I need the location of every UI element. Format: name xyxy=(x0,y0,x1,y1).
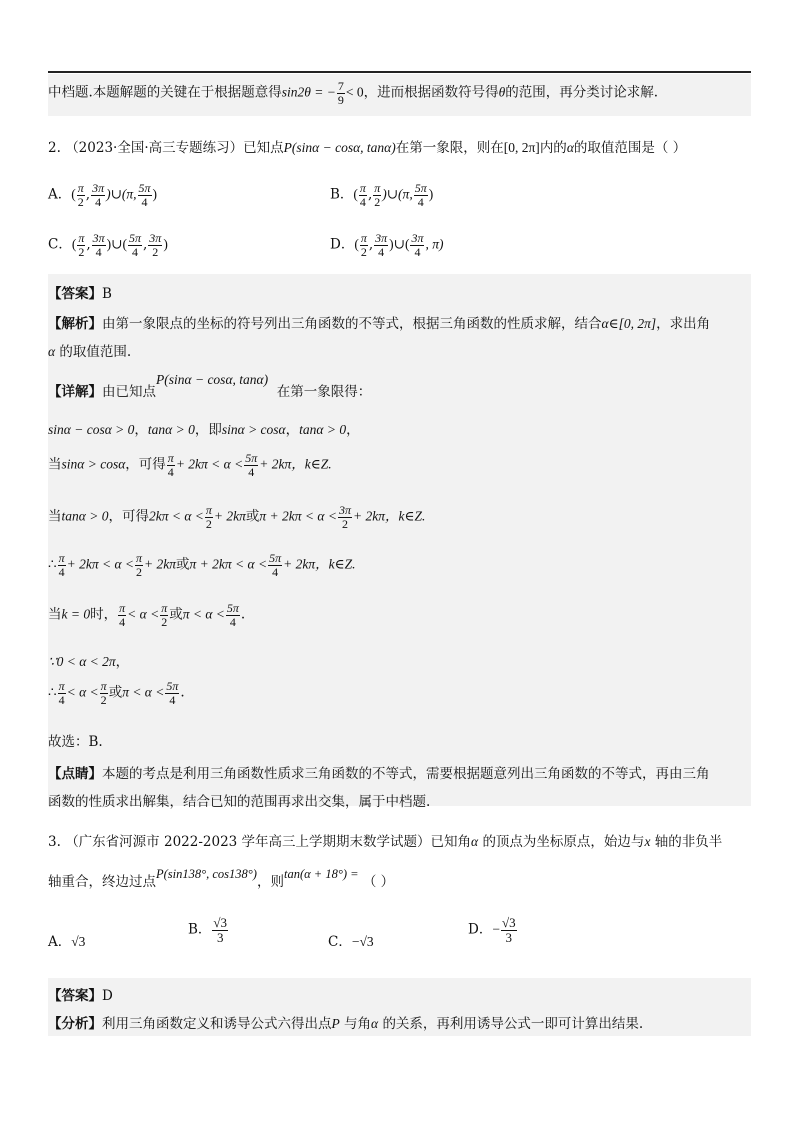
q3-option-c[interactable]: C．−√3 xyxy=(328,934,374,950)
q2-option-c[interactable]: C．( $\frac{\pi}{2}$ , $\frac{3\pi}{4}$ )∪( $\frac{5\pi}{4}$ , $\frac{3\pi}{2}$ ) xyxy=(48,231,168,259)
q2-choose: 故选：B. xyxy=(48,734,103,750)
q2-step-2: 当sinα > cosα，可得 $\frac{\pi}{4}$ + 2kπ < α < $\frac{5\pi}{4}$ + 2kπ，k∈Z. xyxy=(48,451,332,479)
q2-comment-2: 函数的性质求出解集，结合已知的范围再求出交集，属于中档题. xyxy=(48,794,431,810)
q2-analysis-2: α 的取值范围. xyxy=(48,344,132,360)
q2-answer: 【答案】B xyxy=(48,286,112,302)
q2-step-1: sinα − cosα > 0，tanα > 0，即sinα > cosα，tanα > 0， xyxy=(48,422,360,438)
top-divider xyxy=(48,71,751,73)
q2-detail: 【详解】由已知点P(sinα − cosα, tanα) 在第一象限得： xyxy=(48,372,372,400)
q3-stem-2: 轴重合，终边过点P(sin138°, cos138°)，则tan(α + 18°) = （ ） xyxy=(48,867,395,890)
q3-option-a[interactable]: A．√3 xyxy=(48,934,86,950)
q3-answer: 【答案】D xyxy=(48,988,113,1004)
q3-analysis: 【分析】利用三角函数定义和诱导公式六得出点P 与角α 的关系，再利用诱导公式一即可计算出结果. xyxy=(48,1016,644,1032)
q2-step-5: 当k = 0时， $\frac{\pi}{4}$ < α < $\frac{\pi}{2}$ 或π < α < $\frac{5\pi}{4}$ . xyxy=(48,601,246,629)
q3-option-b[interactable]: B． $\frac{√3}{3}$ xyxy=(188,915,228,945)
q2-step-6: ∵0 < α < 2π， xyxy=(48,654,130,670)
q3-option-d[interactable]: D．− $\frac{√3}{3}$ xyxy=(468,915,516,945)
q3-stem: 3. （广东省河源市 2022-2023 学年高三上学期期末数学试题）已知角α 的顶点为坐标原点，始边与x 轴的非负半 xyxy=(48,834,723,850)
q2-comment: 【点睛】本题的考点是利用三角函数性质求三角函数的不等式，需要根据题意列出三角函数的不等式，再由三角 xyxy=(48,766,710,782)
q2-step-7: ∴ $\frac{\pi}{4}$ < α < $\frac{\pi}{2}$ 或π < α < $\frac{5\pi}{4}$ . xyxy=(48,679,185,707)
q2-analysis: 【解析】由第一象限点的坐标的符号列出三角函数的不等式，根据三角函数的性质求解，结合α∈[0, 2π]，求出角 xyxy=(48,316,711,332)
q2-stem: 2. （2023·全国·高三专题练习）已知点P(sinα − cosα, tanα)在第一象限，则在[0, 2π]内的α的取值范围是（ ） xyxy=(48,140,687,156)
q2-step-3: 当tanα > 0，可得2kπ < α < $\frac{\pi}{2}$ + 2kπ或π + 2kπ < α < $\frac{3\pi}{2}$ + 2kπ，k∈Z. xyxy=(48,503,426,531)
intro-line: 中档题.本题解题的关键在于根据题意得sin2θ = − $\frac{7}{9}$ < 0，进而根据函数符号得θ的范围，再分类讨论求解. xyxy=(48,79,659,107)
q2-step-4: ∴ $\frac{\pi}{4}$ + 2kπ < α < $\frac{\pi}{2}$ + 2kπ或π + 2kπ < α < $\frac{5\pi}{4}$ + 2kπ，k∈Z. xyxy=(48,551,356,579)
q2-option-b[interactable]: B．( $\frac{\pi}{4}$ , $\frac{\pi}{2}$ )∪(π, $\frac{5\pi}{4}$ ) xyxy=(330,181,434,209)
q2-option-d[interactable]: D．( $\frac{\pi}{2}$ , $\frac{3\pi}{4}$ )∪( $\frac{3\pi}{4}$ , π) xyxy=(330,231,444,259)
q2-solution-block xyxy=(48,274,751,806)
q2-option-a[interactable]: A．( $\frac{\pi}{2}$ , $\frac{3\pi}{4}$ )∪(π, $\frac{5\pi}{4}$ ) xyxy=(48,181,158,209)
